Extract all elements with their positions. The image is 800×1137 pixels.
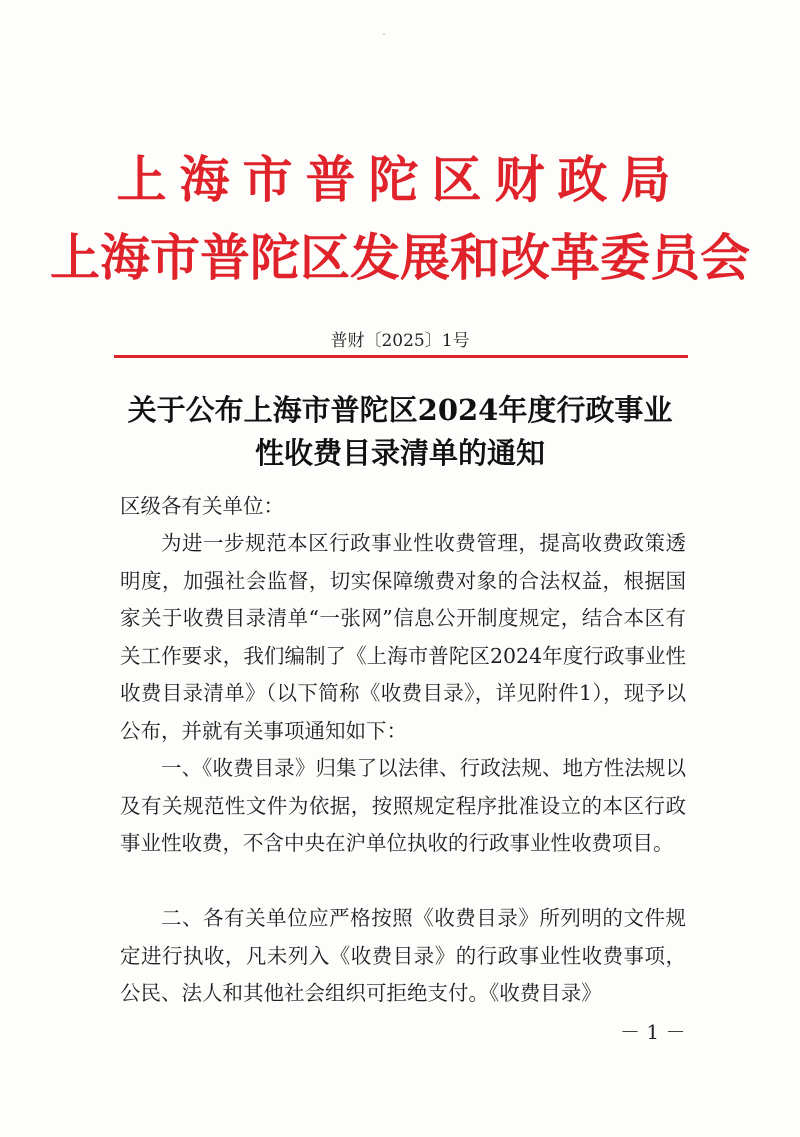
body-paragraph-intro: 为进一步规范本区行政事业性收费管理，提高收费政策透明度，加强社会监督，切实保障缴费对象的合法权益，根据国家关于收费目录清单“一张网”信息公开制度规定，结合本区有关工作要求，我们编制了《上海市普陀区2024年度行政事业性收费目录清单》（以下简称《收费目录》，详见附件1），现予以公布，并就有关事项通知如下： xyxy=(120,531,686,743)
body-paragraph-item-2: 二、各有关单位应严格按照《收费目录》所列明的文件规定进行执收，凡未列入《收费目录》的行政事业性收费事项，公民、法人和其他社会组织可拒绝支付。《收费目录》 xyxy=(120,906,686,1005)
body-paragraph-item-1: 一、《收费目录》归集了以法律、行政法规、地方性法规以及有关规范性文件为依据，按照规定程序批准设立的本区行政事业性收费，不含中央在沪单位执收的行政事业性收费项目。 xyxy=(120,756,686,855)
issuer-name-finance-bureau: 上海市普陀区财政局 xyxy=(116,151,684,209)
notice-title-line-1: 关于公布上海市普陀区2024年度行政事业 xyxy=(127,393,673,427)
issuer-name-development-reform-commission: 上海市普陀区发展和改革委员会 xyxy=(50,229,750,287)
document-number: 普财〔2025〕1号 xyxy=(330,331,470,351)
salutation: 区级各有关单位： xyxy=(120,494,284,518)
page-number: － 1 － xyxy=(620,1020,686,1044)
notice-title-line-2: 性收费目录清单的通知 xyxy=(254,436,545,470)
scan-speck xyxy=(383,33,385,35)
red-separator-line xyxy=(114,355,688,358)
